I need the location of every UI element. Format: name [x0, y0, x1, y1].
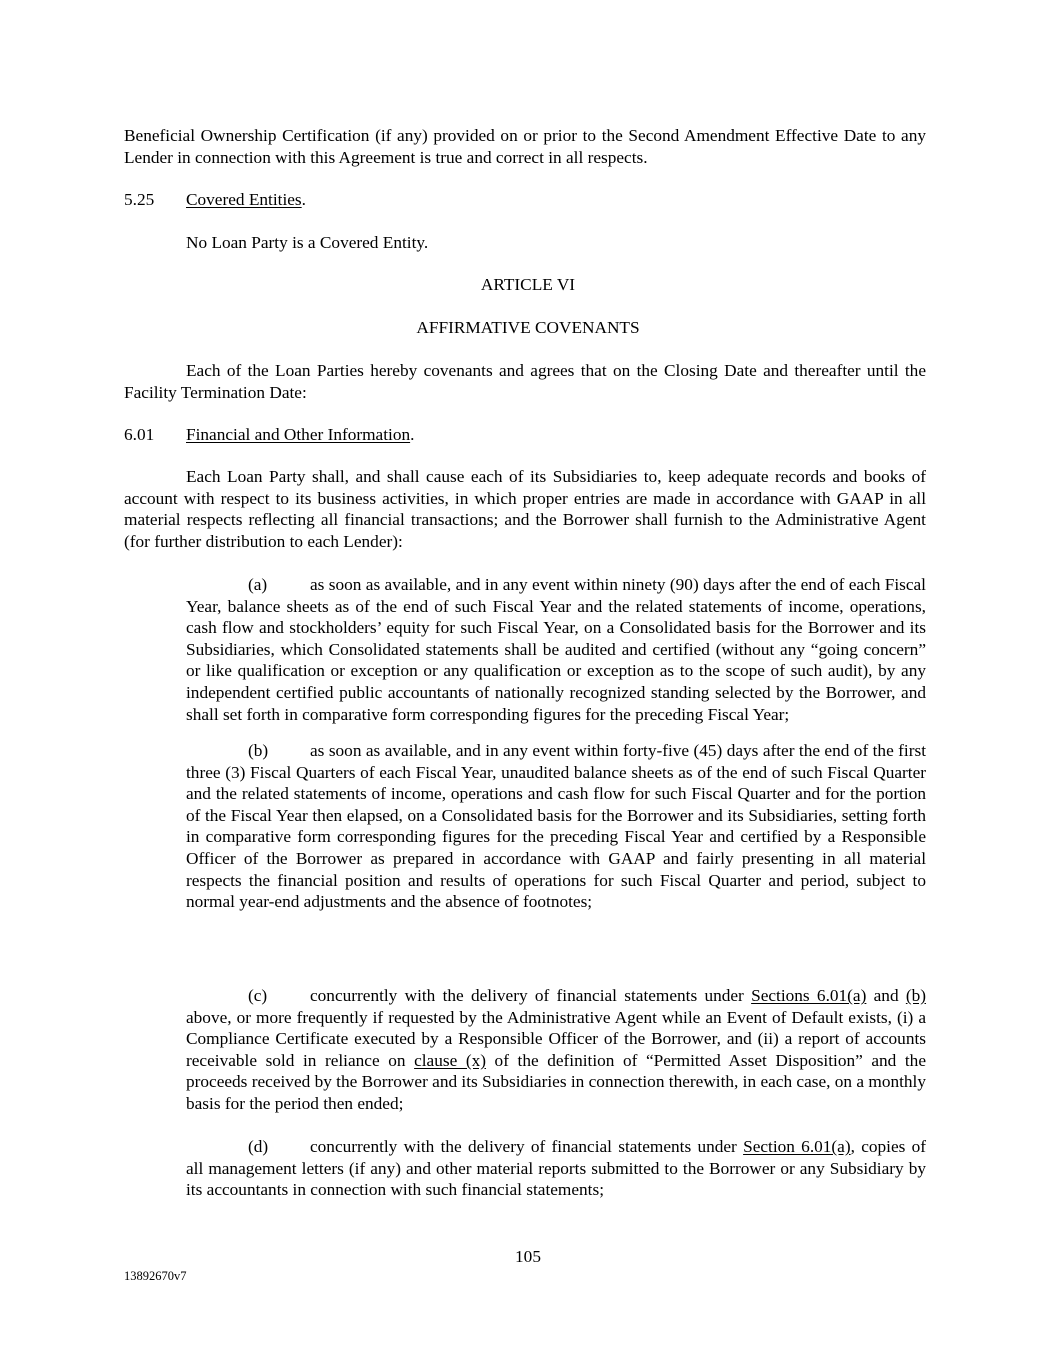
clause-label: (c): [248, 986, 268, 1005]
cross-reference-link[interactable]: clause (x): [414, 1050, 486, 1070]
clause-label: (d): [248, 1137, 269, 1156]
section-5-25-body: No Loan Party is a Covered Entity.: [186, 233, 429, 252]
clause-text: as soon as available, and in any event within forty-five (45) days after the end of the first three (3) Fiscal Quarters of each Fiscal Year, unaudited balance sheets as of the end of such Fiscal Quarter and the related statements of income, operations and cash flow for such Fiscal Quarter and for the portion of the Fiscal Year then elapsed, on a Consolidated basis for the Borrower and its Subsidiaries, setting forth in comparative form corresponding figures for the preceding Fiscal Year and certified by a Responsible Officer of the Borrower as prepared in accordance with GAAP and fairly presenting in all material respects the financial position and results of operations for such Fiscal Quarter and period, subject to normal year-end adjustments and the absence of footnotes;: [186, 741, 926, 912]
clause-text: as soon as available, and in any event within ninety (90) days after the end of each Fiscal Year, balance sheets as of the end of such Fiscal Year and the related statements of income, operations, cash flow and stockholders’ equity for such Fiscal Year, on a Consolidated basis for the Borrower and its Subsidiaries, which Consolidated statements shall be audited and certified (without any “going concern” or like qualification or exception or any qualification or exception as to the scope of such audit), by any independent certified public accountants of nationally recognized standing selected by the Borrower, and shall set forth in comparative form corresponding figures for the preceding Fiscal Year;: [186, 575, 926, 724]
document-id: 13892670v7: [124, 1269, 187, 1283]
article-title: AFFIRMATIVE COVENANTS: [416, 318, 640, 337]
clause-label: (b): [248, 741, 269, 760]
cross-reference-link[interactable]: (b): [905, 986, 927, 1005]
section-6-01-heading: 6.01 Financial and Other Information.: [124, 425, 415, 444]
section-number: 6.01: [124, 425, 155, 444]
section-title: Covered Entities: [186, 190, 302, 209]
section-number: 5.25: [124, 190, 155, 209]
clause-label: (a): [248, 575, 268, 594]
section-5-25-heading: 5.25 Covered Entities.: [124, 190, 306, 209]
cross-reference-link[interactable]: Section 6.01(a): [743, 1137, 851, 1156]
article-intro-paragraph: Each of the Loan Parties hereby covenants and agrees that on the Closing Date and thereafter until the Facility Termination Date:: [124, 361, 926, 402]
clause-a: [186, 574, 926, 725]
section-6-01-body: Each Loan Party shall, and shall cause each of its Subsidiaries to, keep adequate records and books of account with respect to its business activities, in which proper entries are made in accordance with GAAP in all material respects reflecting all financial transactions; and the Borrower shall furnish to the Administrative Agent (for further distribution to each Lender):: [124, 467, 926, 551]
section-title: Financial and Other Information: [186, 425, 411, 444]
clause-c: (c) concurrently with the delivery of financial statements under Sections 6.01(a) and (b) above, or more frequently if requested by the Administrative Agent while an Event of Default exists, (i) a Compliance Certificate executed by a Responsible Officer of the Borrower, and (ii) a report of accounts receivable sold in reliance on clause (x) of the definition of “Permitted Asset Disposition” and the proceeds received by the Borrower and its Subsidiaries in connection therewith, in each case, on a monthly basis for the period then ended;: [186, 986, 927, 1113]
clause-b: [186, 740, 926, 913]
cross-reference-link[interactable]: Sections 6.01(a): [751, 986, 867, 1005]
clause-d: (d) concurrently with the delivery of financial statements under Section 6.01(a), copies of all management letters (if any) and other material reports submitted to the Borrower or any Subsidiary by its accountants in connection with such financial statements;: [186, 1137, 927, 1200]
intro-paragraph: Beneficial Ownership Certification (if any) provided on or prior to the Second Amendment Effective Date to any Lender in connection with this Agreement is true and correct in all respects.: [124, 126, 926, 167]
page-number: 105: [515, 1247, 541, 1266]
article-number: ARTICLE VI: [480, 275, 576, 294]
